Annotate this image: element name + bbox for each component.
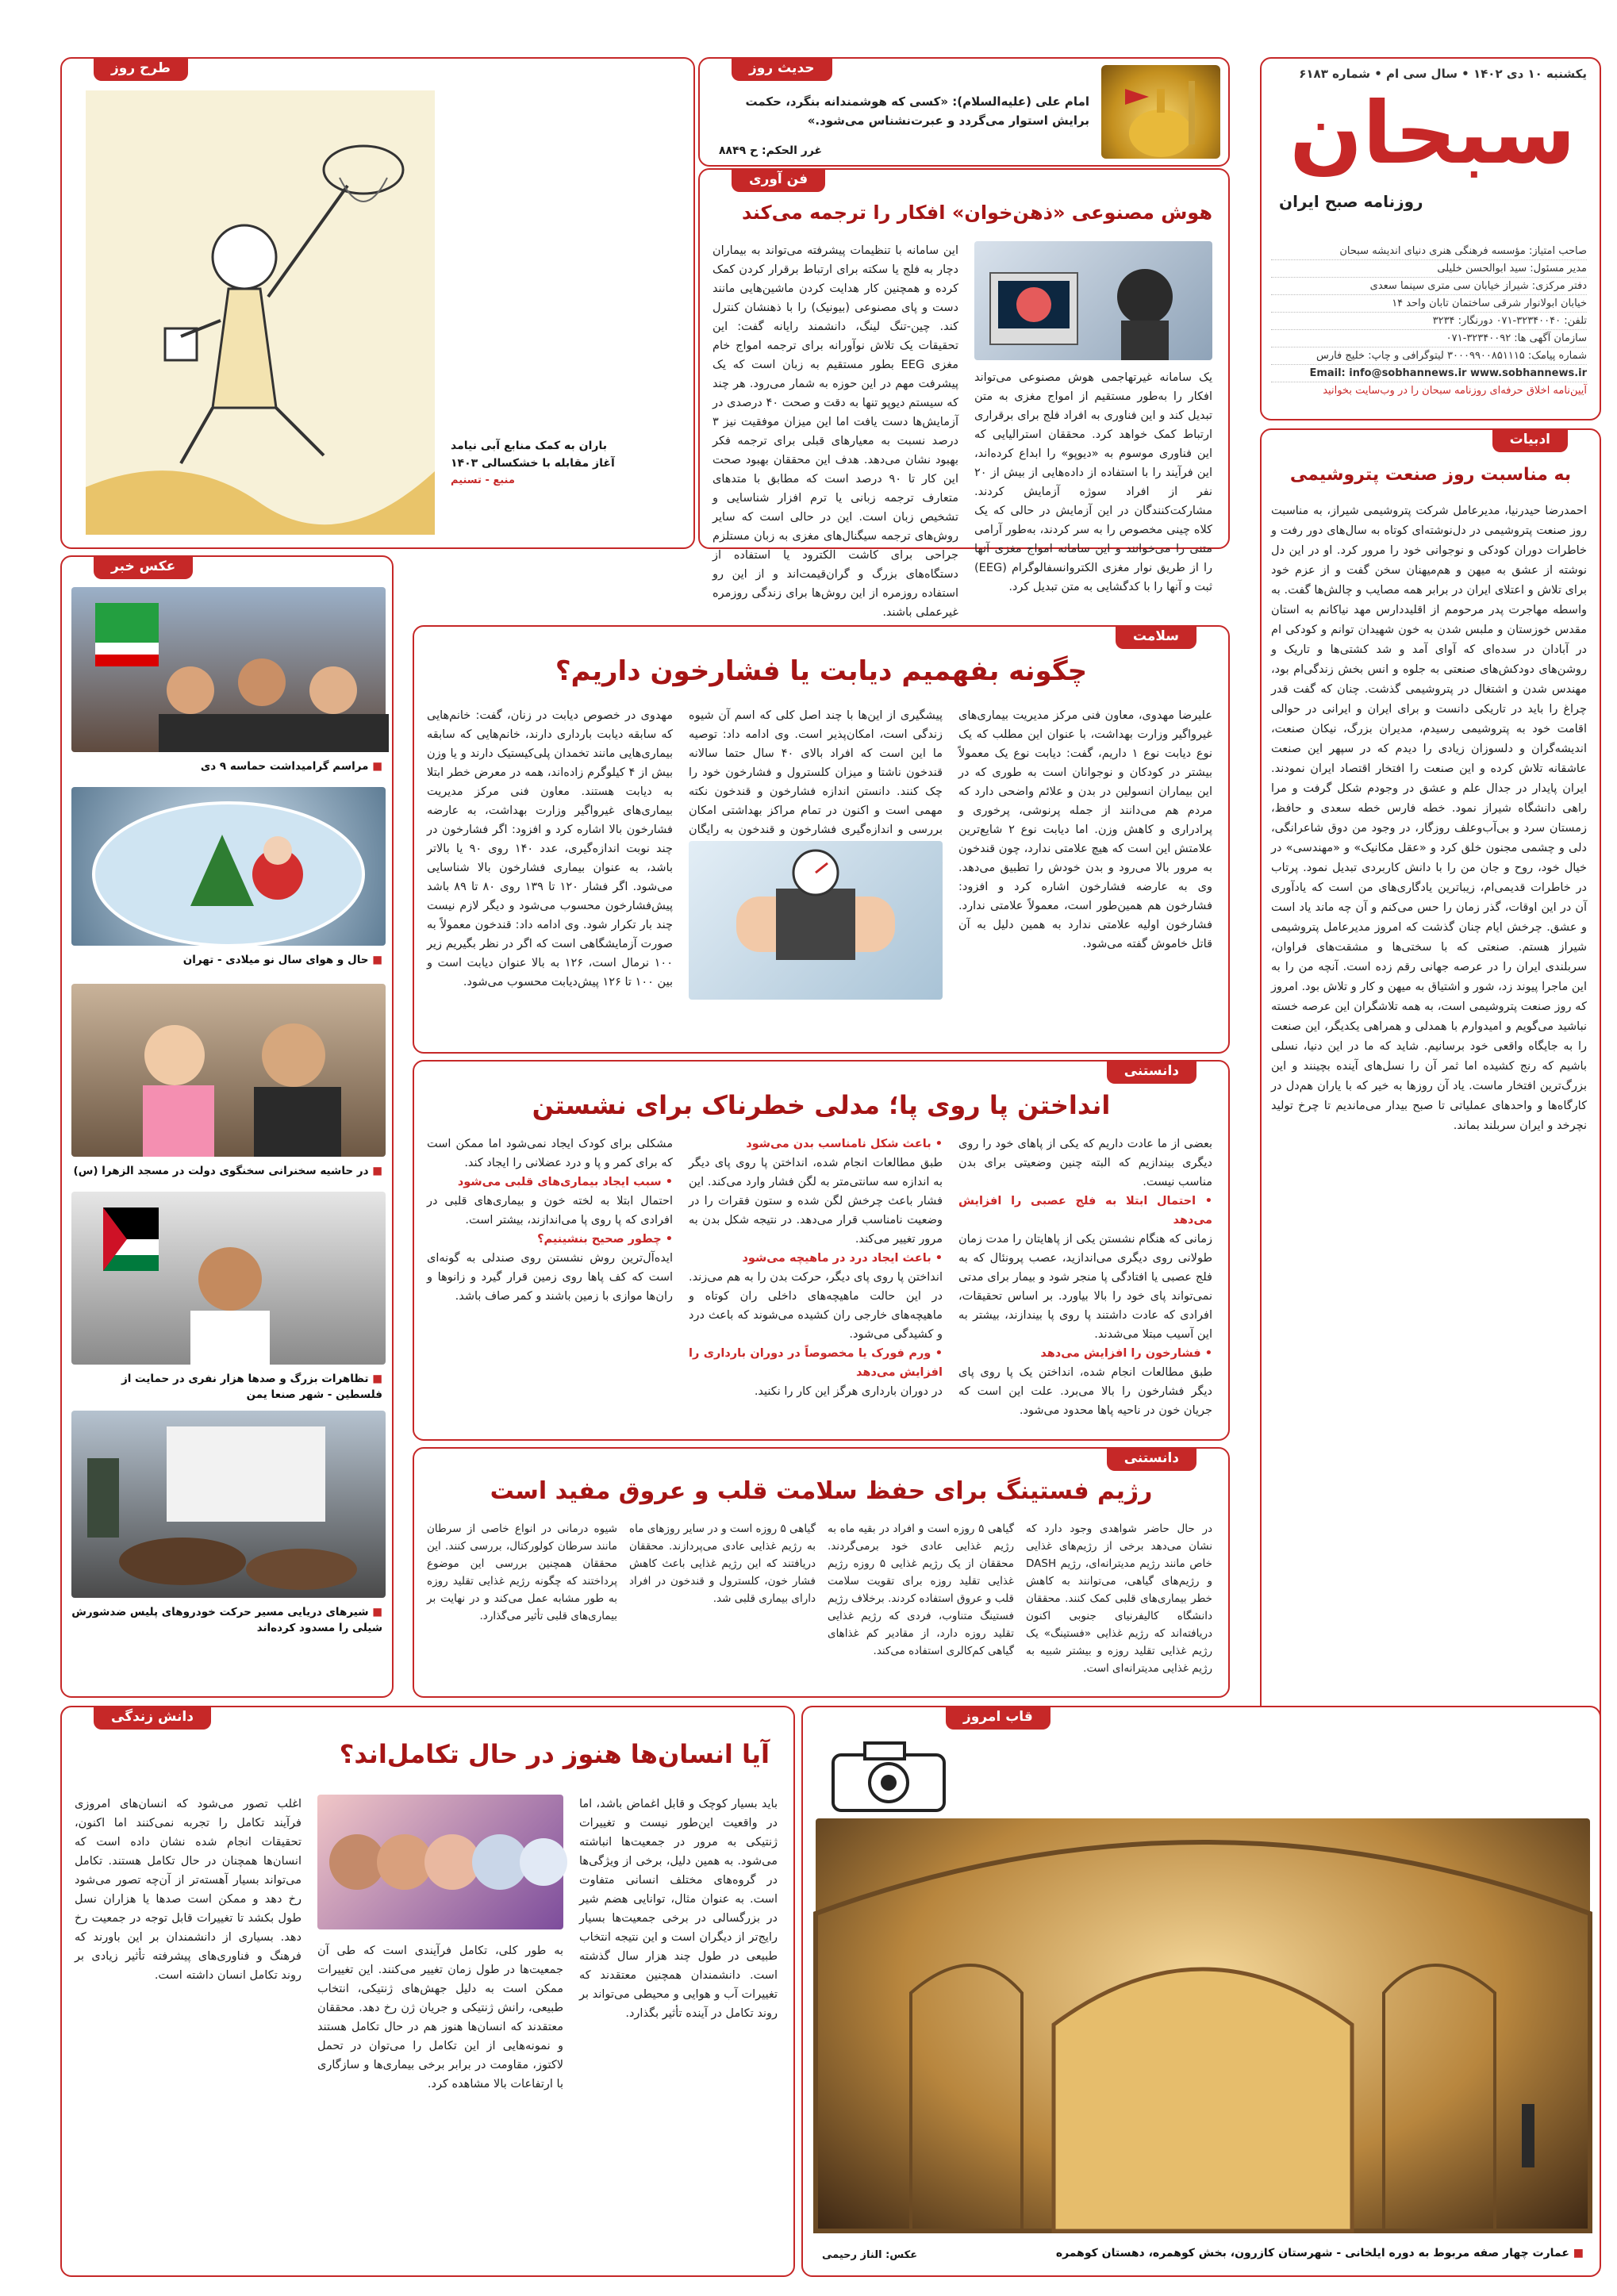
snow-globe-icon <box>71 787 386 946</box>
tech-col1: این سامانه با تنظیمات پیشرفته می‌تواند به بیماران دچار به فلج یا سکته برای ارتباط برقرار کردن کمک کرده و همچنین کار هدایت کردن ماشین‌هایی مانند دست و پای مصنوعی (بیونیک) را با ذهنشان کنترل کند. چین-تنگ لینگ، دانشمند رایانه گفت: این تحقیقات یک تلاش نوآورانه برای ترجمه امواج خام مغزی EEG بطور مستقیم به زبان است که یک پیشرفت مهم در این حوزه به شمار می‌رود. هر چند که سیستم دیوپو تنها به دقت و صحت ۴۰ درصدی در آزمایش‌ها دست یافت اما این میزان موفقیت نیز ۳ درصد نسبت به معیارهای قبلی برای ترجمه فکر بهبود نشان می‌دهد. هدف این محققان بهبود صحت این کار تا ۹۰ درصد است که مطابق با متدهای متعارف ترجمه زبانی یا ترم افزار شناسایی و تشخیص زبان است. این در حالی است که سایر روش‌های ترجمه سیگنال‌های مغزی به زبان مستلزم جراحی برای کاشت الکترود یا استفاده از دستگاه‌های بزرگ و گران‌قیمت‌اند و از این رو استفاده روزمره از این روش‌ها برای زندگی روزمره غیرعملی باشند. <box>712 244 958 619</box>
blood-pressure-icon <box>689 841 943 1000</box>
posture-col1-sub1: • احتمال ابتلا به فلج عصبی را افزایش می‌دهد <box>958 1195 1212 1227</box>
photo-of-day-tab: قاب امروز <box>946 1706 1050 1730</box>
literature-box <box>1260 428 1601 1730</box>
tech-col2: یک سامانه غیرتهاجمی هوش مصنوعی می‌تواند افکار را به‌طور مستقیم از امواج مغزی به متن تبدیل کند و این فناوری به افراد فلج برای برقراری ارتباط کمک خواهد کرد. محققان استرالیایی که این فناوری موسوم به «دیوپو» را ابداع کرده‌اند، این فرآیند را با استفاده از داده‌هایی از بیش از ۲۰ نفر از افراد سوژه آزمایش کردند. مشارکت‌کنندگان در این آزمایش در حالی که یک کلاه چینی مخصوص را به سر کردند، به‌طور آرامی متنی را می‌خوانند و این سامانه امواج مغزی آنها را از طریق نوار مغزی الکتروانسفالوگرام (EEG) ثبت و آنها را با کدگشایی به متن تبدیل کرد. <box>974 371 1212 593</box>
news-photo-2 <box>71 787 386 946</box>
posture-col2-sub2: • باعث ایجاد درد در ماهیچه می‌شود <box>742 1252 943 1265</box>
date-line: یکشنبه ۱۰ دی ۱۴۰۲ • سال سی ام • شماره ۶۱۸۳ <box>1299 67 1587 81</box>
evolution-col2: به طور کلی، تکامل فرآیندی است که طی آن جمعیت‌ها در طول زمان تغییر می‌کنند. این تغییرات ممکن است به دلیل جهش‌های ژنتیکی، انتخاب طبیعی، رانش ژنتیکی و جریان ژن رخ دهد. محققان معتقدند که انسان‌ها هنوز هم در حال تکامل هستند و نمونه‌هایی از این تکامل را می‌توان در تحمل لاکتوز، مقاومت در برابر برخی بیماری‌ها و سازگاری با ارتفاعات بالا مشاهده کرد. <box>317 1945 563 2091</box>
diet-headline: رژیم فستینگ برای حفظ سلامت قلب و عروق مفید است <box>490 1477 1153 1505</box>
email-line[interactable]: Email: info@sobhannews.ir www.sobhannews.ir <box>1271 365 1587 382</box>
news-photo-4 <box>71 1192 386 1365</box>
posture-col3-sub1: • سبب ایجاد بیماری‌های قلبی می‌شود <box>457 1176 673 1188</box>
posture-col3-text2: احتمال ابتلا به لخته خون و بیماری‌های قلبی در افرادی که پا روی پا می‌اندازند، بیشتر است. <box>427 1195 673 1227</box>
hadith-tab: حدیث روز <box>732 57 832 81</box>
masthead-info <box>1271 243 1587 399</box>
photo-of-day-credit: عکس: الناز رحیمی <box>822 2249 918 2261</box>
posture-tab: دانستنی <box>1107 1060 1196 1084</box>
photo-of-day-image <box>816 1818 1590 2231</box>
cartoon-artist: منبع - تسنیم <box>451 474 515 486</box>
posture-box <box>413 1060 1230 1441</box>
literature-headline: به مناسبت روز صنعت پتروشیمی <box>1289 465 1572 485</box>
news-photo-box <box>60 555 394 1698</box>
evolution-tab: دانش زندگی <box>94 1706 211 1730</box>
tech-tab: فن آوری <box>732 168 825 192</box>
evolution-box <box>60 1706 795 2277</box>
posture-col2-sub1: • باعث شکل نامناسب بدن می‌شود <box>746 1138 943 1150</box>
news-photo-3 <box>71 984 386 1157</box>
hadith-source: غرر الحکم: ح ۸۸۴۹ <box>719 144 823 157</box>
posture-col2 <box>689 1135 943 1436</box>
evolution-col3: باید بسیار کوچک و قابل اغماض باشد، اما در واقعیت این‌طور نیست و تغییرات ژنتیکی به مرور در جمعیت‌ها انباشته می‌شود. به همین دلیل، برخی از ویژگی‌ها در گروه‌های مختلف انسانی متفاوت است. به عنوان مثال، توانایی هضم شیر در بزرگسالی در برخی جمعیت‌ها بسیار رایج‌تر از دیگران است و این نتیجه انتخاب طبیعی در طول چند هزار سال گذشته است. دانشمندان همچنین معتقدند که تغییرات آب و هوایی و محیطی می‌تواند بر روند تکامل در آینده تأثیر بگذارد. <box>579 1798 778 2020</box>
cartoon-drawing-icon <box>86 90 435 535</box>
diet-box <box>413 1447 1230 1698</box>
cartoon-caption-sub: آغاز مقابله با خشکسالی ۱۴۰۳ <box>451 457 615 470</box>
posture-col3-text3: ایده‌آل‌ترین روش نشستن روی صندلی به گونه‌ای است که کف پاها روی زمین قرار گیرد و زانوها و ران‌ها موازی با زمین باشند و کمر صاف باشد. <box>427 1252 673 1303</box>
posture-headline: انداختن پا روی پا؛ مدلی خطرناک برای نشستن <box>532 1090 1111 1120</box>
literature-text: احمدرضا حیدرنیا، مدیرعامل شرکت پتروشیمی شیراز، به مناسبت روز صنعت پتروشیمی در دل‌نوشته‌ای کوتاه به سال‌های دور رفت و خاطرات دوران کودکی و نوجوانی خود را مرور کرد. او در این دل نوشته از عشق به میهن و هم‌میهنان سخن گفت و از عزم خود برای تلاش و اعتلای ایران در برابر همه مصایب و چالش‌ها گفت. به واسطه مهاجرت پدر مرحومم از اقلیددارس مهد نیاکانم به استان مقدس خوزستان و ملبس شدن به خون شهیدان توانم و کودکی ام در آبادان در سده‌ای که آوای آمد و شد کشتی‌ها و تاریک و روشن‌های دودکش‌های صنعتی به جلوه و انس بخش زندگی‌ام بود، مهندس شدن و اشتغال در پتروشیمی گذشت. چنان که گفت قدر چراغ را باید در تاریکی دانست و برای ایران و ایرانی در حوالی اقامت خود به پتروشیمی رسیدم، مدیران بزرگ، نیکان صنعت، اندیشه‌گران و دلسوزان زیادی را دیدم که در سپهر این صنعت عاشقانه تلاش کرده و این صنعت را افتخار اقتصاد ایران نمودند. ایران پایدار در جدال علم و عشق در وجودم شکل گرفت و مرا راهی دانشگاه شیراز نمود. خطه فارس خطه سعدی و حافظ، زمستان سرد و بی‌آب‌وعلف روزگار، در وجود من دوق شاعرانگی، دلی و چشمی مجنون خلق کرد و «عقل مکانیک» و «مهندسی» در خیال خود، روح و جان من را با دانش کاربردی تبدیل نمود. پرتاب در خاطرات قدیمی‌ام، زیباترین یادگاری‌های من است که یادآوری آن در این اوقات، گذر زمان را حس می‌کنم و آن چه ماند یاد است و عشق. چرخش ایام چنان گذشت که امروز مدیرعامل پتروشیمی شیراز هستم. صنعتی که با سختی‌ها و مشقت‌های فراوان، سربلندی ایران را در عرصه جهانی رقم زده است. آنچه من را به این ماجرا پیوند زد، شور و اشتیاق به میهن و کار و تلاش بود. امروز که روز صنعت پتروشیمی است، به همه تلاشگران این عرصه خسته نباشید می‌گویم و امیدوارم با همدلی و همراهی یکدیگر، این صنعت را به جایگاه واقعی خود برسانیم. شاید که ما در این دنیا، نسلی باشیم که رنج کشیده اما ثمر آن را نسل‌های آینده بچینند و این بزرگ‌ترین افتخار ماست. یاد آن روزها به خیر که با یاران هم‌دل در کارگاه‌ها و واحدهای عملیاتی تا صبح بیدار می‌ماندیم تا چرخ تولید نچرخد و ایران سربلند بماند. <box>1271 505 1587 1132</box>
photo-of-day-caption: ■ عمارت چهار صفه مربوط به دوره ایلخانی - شهرستان کازرون، بخش کوهمره، دهستان کوهمره <box>1056 2245 1584 2261</box>
speaker-child-icon <box>71 984 386 1157</box>
health-headline: چگونه بفهمیم دیابت یا فشارخون داریم؟ <box>555 655 1088 687</box>
info-line: شماره پیامک: ۳۰۰۰۹۹۰۰۸۵۱۱۱۵ لیتوگرافی و چاپ: خلیج فارس <box>1271 347 1587 365</box>
info-line: خیابان ابولانوار شرقی ساختمان تابان واحد ۱۴ <box>1271 295 1587 313</box>
cartoon-image <box>86 90 435 535</box>
tech-image <box>974 241 1212 360</box>
news-photo-5-caption: ■ شیرهای دریایی مسیر حرکت خودروهای پلیس ضدشورش شیلی را مسدود کرده‌اند <box>71 1604 382 1636</box>
protest-icon <box>71 1192 386 1365</box>
brain-scan-icon <box>974 241 1212 360</box>
info-line: صاحب امتیاز: مؤسسه فرهنگی هنری دنیای اندیشه سبحان <box>1271 243 1587 260</box>
masthead-box <box>1260 57 1601 420</box>
posture-col1-text: بعضی از ما عادت داریم که یکی از پاهای خود را روی دیگری بیندازیم که البته چنین وضعیتی برای بدن مناسب نیست. <box>958 1138 1212 1188</box>
evolution-col1: اغلب تصور می‌شود که انسان‌های امروزی فرآیند تکامل را تجربه نمی‌کنند اما اکنون، تحقیقات انجام شده نشان داده است که انسان‌ها همچنان در حال تکامل هستند. تکامل می‌تواند بسیار آهسته‌تر از آن‌چه تصور می‌شود رخ دهد و ممکن است صدها یا هزاران نسل طول بکشد تا تغییرات قابل توجه در جمعیت رخ دهد. بسیاری از دانشمندان بر این باورند که فرهنگ و فناوری‌های پیشرفته تأثیر زیادی بر روند تکامل انسان داشته است. <box>75 1798 302 1982</box>
hadith-box <box>698 57 1230 167</box>
news-photo-5 <box>71 1411 386 1598</box>
posture-col3-sub2: • چطور صحیح بنشینیم؟ <box>537 1233 673 1246</box>
cartoon-caption-title: باران به کمک منابع آبی نیامد <box>451 440 607 452</box>
evolution-image <box>317 1795 563 1929</box>
hadith-text: امام علی (علیه‌السلام): «کسی که هوشمندانه بنگرد، حکمت برایش استوار می‌گردد و عبرت‌نشناس می‌شود.» <box>745 94 1089 128</box>
posture-col1-text2: زمانی که هنگام نشستن یکی از پاهایتان را مدت زمان طولانی روی دیگری می‌اندازید، عصب پرونئال که به فلج عصبی یا افتادگی پا منجر شود و بیمار برای مدتی نمی‌تواند پای خود را بالا بیاورد. بر اساس تحقیقات، افرادی که عادت داشتند پا روی پا بیندازند، بیشتر به این آسیب مبتلا می‌شدند. <box>958 1233 1212 1341</box>
camera-icon-drawing <box>817 1731 960 1818</box>
crowd-flag-icon <box>71 587 386 752</box>
posture-col1-sub2: • فشارخون را افزایش می‌دهد <box>1040 1347 1212 1360</box>
camera-icon <box>817 1731 960 1818</box>
posture-col1 <box>958 1135 1212 1436</box>
health-box <box>413 625 1230 1054</box>
news-photo-2-caption: ■ حال و هوای سال نو میلادی - تهران <box>71 952 382 968</box>
sea-lions-icon <box>71 1411 386 1598</box>
info-line: آیین‌نامه اخلاق حرفه‌ای روزنامه سبحان را در وب‌سایت بخوانید <box>1323 385 1587 397</box>
diet-col3: گیاهی ۵ روزه است و در سایر روزهای ماه به رژیم غذایی عادی می‌پردازند. محققان دریافتند که این رژیم غذایی باعث کاهش فشار خون، کلسترول و قندخون در افراد دارای بیماری قلبی شد. <box>629 1522 816 1605</box>
info-line: سازمان آگهی ها: ۳۲۳۴۰۰۹۲-۰۷۱ <box>1271 330 1587 347</box>
news-photo-3-caption: ■ در حاشیه سخنرانی سخنگوی دولت در مسجد الزهرا (س) <box>71 1163 382 1179</box>
posture-col2-sub3: • ورم فورک یا مخصوصاً در دوران بارداری را افزایش می‌دهد <box>689 1347 943 1379</box>
evolution-faces-icon <box>317 1795 563 1929</box>
evolution-headline: آیا انسان‌ها هنوز در حال تکامل‌اند؟ <box>339 1739 770 1769</box>
news-photo-4-caption: ■ تظاهرات بزرگ و صدها هزار نفری در حمایت از فلسطین - شهر صنعا یمن <box>71 1371 382 1403</box>
info-line: مدیر مسئول: سید ابوالحسن خلیلی <box>1271 260 1587 278</box>
posture-col3-text1: مشکلی برای کودک ایجاد نمی‌شود اما ممکن است که برای کمر و پا و درد عضلانی را ایجاد کند. <box>427 1138 673 1169</box>
cartoon-tab: طرح روز <box>94 57 188 81</box>
diet-col1: در حال حاضر شواهدی وجود دارد که نشان می‌دهد برخی از رژیم‌های غذایی خاص مانند رژیم مدیترانه‌ای، رژیم DASH و رژیم‌های گیاهی، می‌توانند به کاهش خطر بیماری‌های قلبی کمک کنند. محققان دانشگاه کالیفرنیای جنوبی اکنون دریافته‌اند که رژیم غذایی «فستینگ» یک رژیم غذایی تقلید روزه و بیشتر شبیه به رژیم غذایی مدیترانه‌ای است. <box>1026 1522 1212 1675</box>
diet-tab: دانستنی <box>1107 1447 1196 1471</box>
news-photo-1 <box>71 587 386 752</box>
tech-headline: هوش مصنوعی «ذهن‌خوان» افکار را ترجمه می‌کند <box>742 202 1212 224</box>
tech-box <box>698 168 1230 619</box>
literature-tab: ادبیات <box>1492 428 1568 452</box>
cartoon-box <box>60 57 695 549</box>
health-tab: سلامت <box>1116 625 1196 649</box>
diet-col2: گیاهی ۵ روزه است و افراد در بقیه ماه به رژیم غذایی عادی خود برمی‌گردند. محققان از یک رژیم غذایی ۵ روزه رژیم غذایی تقلید روزه برای تقویت سلامت قلب و عروق استفاده کردند. برخلاف رژیم فستینگ متناوب، فردی که رژیم غذایی تقلید روزه دارد، از مقادیر کم غذاهای گیاهی کم‌کالری استفاده می‌کند. <box>828 1522 1014 1657</box>
posture-col2-text2: انداختن پا روی پای دیگر، حرکت بدن را به هم می‌زند. در این حالت ماهیچه‌های داخلی ران کوتاه و ماهیچه‌های خارجی ران کشیده می‌شوند که باعث درد و کشیدگی می‌شود. <box>689 1271 943 1341</box>
news-photo-1-caption: ■ مراسم گرامیداشت حماسه ۹ دی <box>71 758 382 774</box>
shrine-image <box>1101 65 1220 159</box>
news-photo-tab: عکس خبر <box>94 555 193 579</box>
posture-col2-text1: طبق مطالعات انجام شده، انداختن پا روی پای دیگر به اندازه سه سانتی‌متر به لگن فشار وارد می‌کند. این فشار باعث چرخش لگن شده و ستون فقرات را در وضعیت نامناسب قرار می‌دهد. در نتیجه شکل بدن به مرور تغییر می‌کند. <box>689 1157 943 1246</box>
info-line: دفتر مرکزی: شیراز خیابان سی متری سینما سعدی <box>1271 278 1587 295</box>
logo: سبحان <box>1289 84 1576 183</box>
photo-of-day-box <box>801 1706 1601 2277</box>
shrine-dome-icon <box>1101 65 1220 159</box>
logo-subtitle: روزنامه صبح ایران <box>1279 192 1423 211</box>
diet-col4: شیوه درمانی در انواع خاصی از سرطان مانند سرطان کولورکتال، بررسی کنند. این محققان همچنین بررسی این موضوع پرداختند که چگونه رژیم غذایی تقلید روزه به طور مشابه عمل می‌کند و در نهایت بر بیماری‌های قلبی تأثیر می‌گذارد. <box>427 1522 617 1622</box>
vaulted-hall-icon <box>816 1818 1590 2231</box>
health-image <box>689 841 943 1000</box>
posture-col3 <box>427 1135 673 1436</box>
posture-col1-text3: طبق مطالعات انجام شده، انداختن یک پا روی پای دیگر فشارخون را بالا می‌برد. علت این است که جریان خون در ناحیه پاها محدود می‌شود. <box>958 1366 1212 1417</box>
posture-col2-text3: در دوران بارداری هرگز این کار را نکنید. <box>754 1385 943 1398</box>
health-col3: مهدوی در خصوص دیابت در زنان، گفت: خانم‌هایی که سابقه دیابت بارداری دارند، خانم‌هایی که سابقه بیماری‌هایی مانند تخمدان پلی‌کیستیک دارند و یا وزن بیش از ۴ کیلوگرم زاده‌اند، همه در معرض خطر ابتلا به دیابت هستند. معاون فنی مرکز مدیریت بیماری‌های غیرواگیر وزارت بهداشت، به عارضه فشارخون بالا اشاره کرد و افزود: اگر فشارخون در چند نوبت اندازه‌گیری، عدد ۱۴۰ روی ۹۰ یا بالاتر باشد، به عنوان بیماری فشارخون بالا شناسایی می‌شود. اگر فشار ۱۲۰ تا ۱۳۹ روی ۸۰ تا ۸۹ باشد پیش‌فشارخون محسوب می‌شود و دیگر لازم نیست چند بار تکرار شود. وی ادامه داد: قندخون معمولاً به صورت آزمایشگاهی است که اگر در نظر بگیریم زیر ۱۰۰ نرمال است، ۱۲۶ به بالا عنوان دیابت است و بین ۱۰۰ تا ۱۲۶ پیش‌دیابت محسوب می‌شود. <box>427 709 674 989</box>
health-col1: علیرضا مهدوی، معاون فنی مرکز مدیریت بیماری‌های غیرواگیر وزارت بهداشت، با عنوان این مطلب که یک نوع دیابت نوع ۱ داریم، گفت: دیابت نوع یک معمولاً بیشتر در کودکان و نوجوانان است به طوری که در این بیماران انسولین در بدن و علائم واضحی دارد که مردم هم می‌دانند از جمله پرنوشی، پرخوری و پرادراری و کاهش وزن. اما دیابت نوع ۲ شایع‌ترین علامتش این است که هیچ علامتی ندارد، چون قندخون به مرور بالا می‌رود و بدن خودش را تطبیق می‌دهد. وی به عارضه فشارخون اشاره کرد و افزود: فشارخون هم همین‌طور است، معمولاً علامتی ندارد. فشارخون اولیه علامتی ندارد به همین دلیل به آن قاتل خاموش گفته می‌شود. <box>958 709 1212 950</box>
info-line: تلفن: ۳۲۳۴۰۰۴۰-۰۷۱ دورنگار: ۳۲۳۴ <box>1271 313 1587 330</box>
health-col2: پیشگیری از این‌ها با چند اصل کلی که اسم آن شیوه زندگی است، امکان‌پذیر است. وی ادامه داد: توصیه ما این است که افراد بالای ۴۰ سال حتما سالانه قندخون ناشتا و میزان کلسترول و فشارخون خود را چک کنند. دانستن اندازه فشارخون و قندخون نکته مهمی است و اکنون در تمام مراکز بهداشتی امکان بررسی و اندازه‌گیری فشارخون و قندخون به رایگان <box>689 709 943 836</box>
